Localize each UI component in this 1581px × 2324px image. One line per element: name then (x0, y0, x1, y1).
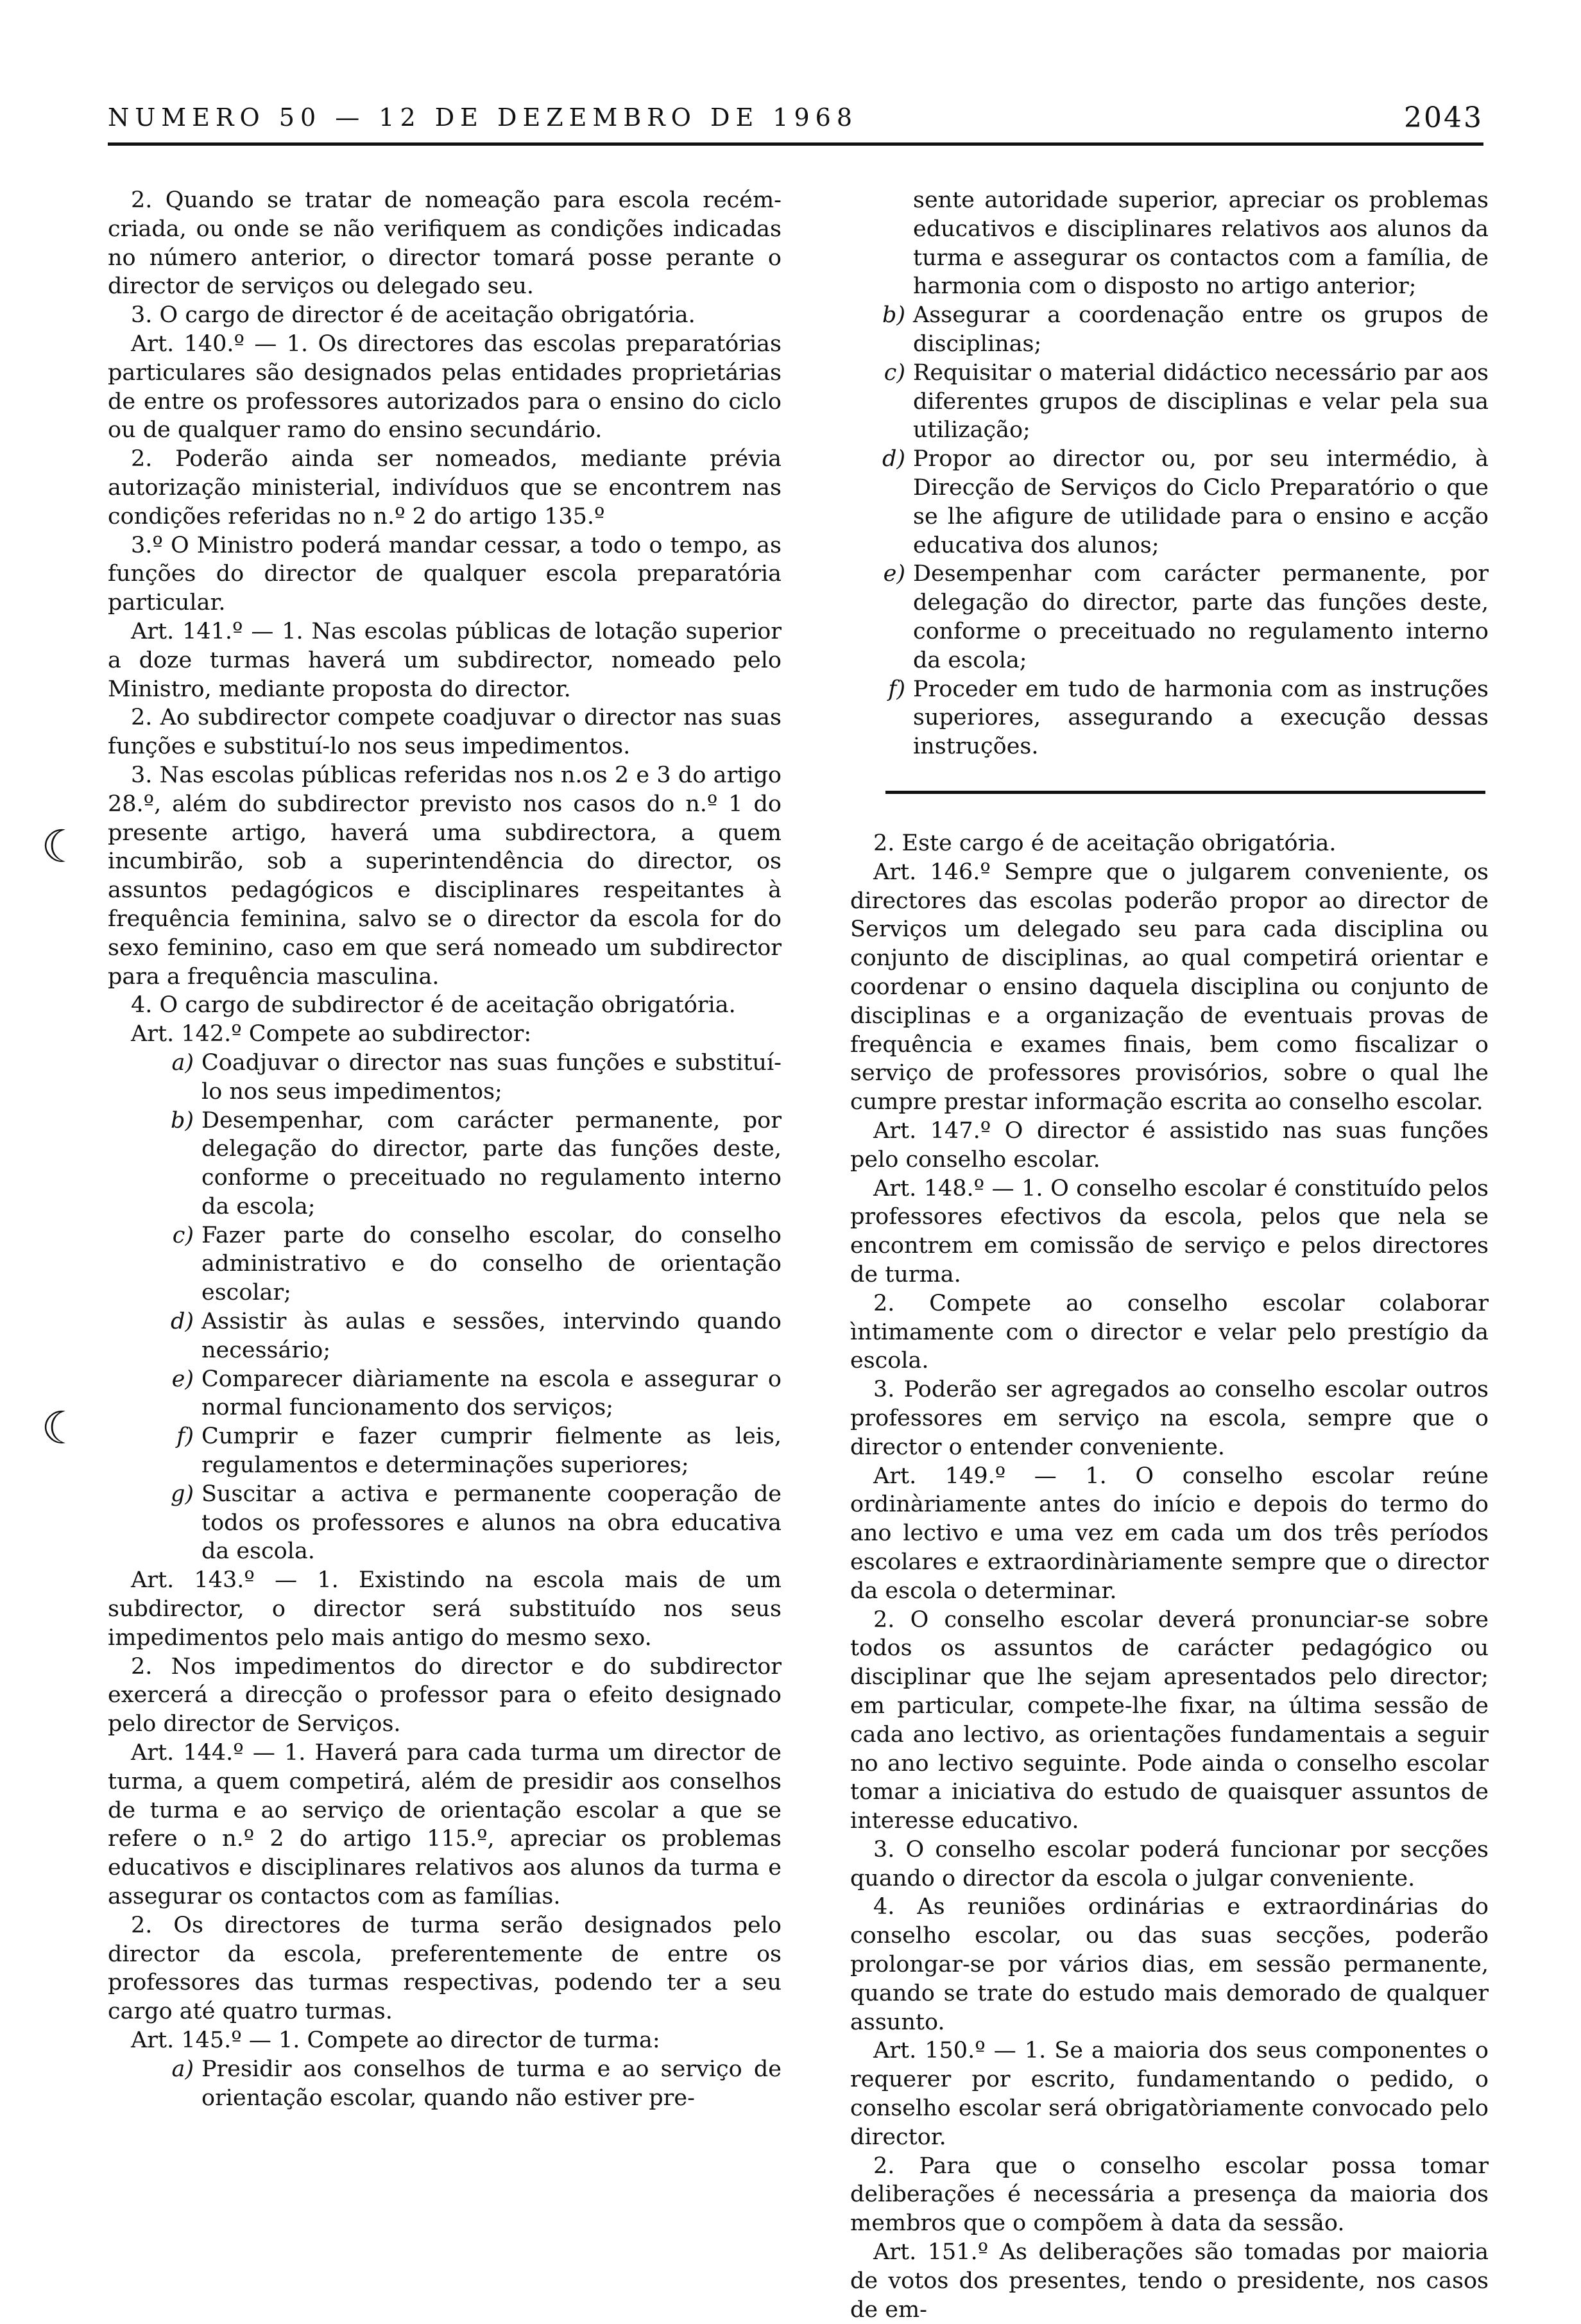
item-text: Fazer parte do conselho escolar, do conselho administrativo e do conselho de orientação escolar; (201, 1222, 782, 1306)
margin-mark-icon: ☾ (41, 1402, 81, 1454)
left-column (108, 186, 782, 2112)
item-label: a) (171, 2056, 194, 2082)
list-item (164, 1049, 782, 1106)
list-item (164, 1422, 782, 1480)
item-label: b) (882, 302, 905, 329)
item-label: e) (883, 561, 905, 587)
item-text: Coadjuvar o director nas suas funções e substituí-lo nos seus impedimentos; (201, 1049, 782, 1105)
item-label: b) (170, 1107, 194, 1133)
item-text: sente autoridade superior, apreciar os problemas educativos e disciplinares relativos aos alunos da turma e assegurar os contactos com a família, de harmonia com o disposto no artigo anterior; (913, 187, 1489, 300)
list-item-continuation (876, 186, 1489, 301)
item-label: d) (170, 1309, 194, 1335)
item-text: Presidir aos conselhos de turma e ao serviço de orientação escolar, quando não estiver pre- (201, 2056, 782, 2111)
item-text: Proceder em tudo de harmonia com as instruções superiores, assegurando a execução dessas instruções. (913, 676, 1489, 760)
header-rule (108, 142, 1483, 146)
paragraph: Art. 143.º — 1. Existindo na escola mais de um subdirector, o director será substituído nos seus impedimentos pelo mais antigo do mesmo sexo. (108, 1567, 782, 1651)
paragraph: 3. Poderão ser agregados ao conselho escolar outros professores em serviço na escola, sempre que o director o entender conveniente. (850, 1377, 1489, 1460)
item-label: e) (171, 1366, 194, 1392)
item-label: f) (176, 1424, 194, 1450)
list-item (876, 359, 1489, 445)
paragraph: Art. 140.º — 1. Os directores das escolas preparatórias particulares são designados pelas entidades proprietárias de entre os professores autorizados para o ensino do ciclo ou de qualquer ramo do ensino secundário. (108, 331, 782, 443)
paragraph: 3. O conselho escolar poderá funcionar por secções quando o director da escola o julgar conveniente. (850, 1836, 1489, 1891)
paragraph: Art. 141.º — 1. Nas escolas públicas de lotação superior a doze turmas haverá um subdirector, nomeado pelo Ministro, mediante proposta do director. (108, 618, 782, 702)
list-item (164, 1221, 782, 1307)
paragraph: Art. 144.º — 1. Haverá para cada turma um director de turma, a quem competirá, além de presidir aos conselhos de turma e ao serviço de orientação escolar a que se refere o n.º 2 do artigo 115.º, apreciar os problemas educativos e disciplinares relativos aos alunos da turma e assegurar os contactos com as famílias. (108, 1740, 782, 1910)
paragraph: 2. Compete ao conselho escolar colaborar ìntimamente com o director e velar pelo prestígio da escola. (850, 1290, 1489, 1374)
item-text: Assistir às aulas e sessões, intervindo quando necessário; (201, 1309, 782, 1363)
paragraph: 3. Nas escolas públicas referidas nos n.os 2 e 3 do artigo 28.º, além do subdirector previsto nos casos do n.º 1 do presente artigo, haverá uma subdirectora, a quem incumbirão, sob a superintendência do director, os assuntos pedagógicos e disciplinares respeitantes à frequência feminina, salvo se o director da escola for do sexo feminino, caso em que será nomeado um subdirector para a frequência masculina. (108, 762, 782, 990)
item-text: Cumprir e fazer cumprir fielmente as leis, regulamentos e determinações superiores; (201, 1424, 782, 1479)
paragraph: 4. As reuniões ordinárias e extraordinárias do conselho escolar, ou das suas secções, poderão prolongar-se por vários dias, em sessão permanente, quando se trate do estudo mais demorado de qualquer assunto. (850, 1894, 1489, 2035)
paragraph: Art. 145.º — 1. Compete ao director de turma: (131, 2027, 660, 2053)
item-label: c) (884, 359, 905, 386)
item-text: Propor ao director ou, por seu intermédio, à Direcção de Serviços do Ciclo Preparatório o que se lhe afigure de utilidade para o ensino e acção educativa dos alunos; (913, 446, 1489, 558)
paragraph: 2. Quando se tratar de nomeação para escola recém-criada, ou onde se não verifiquem as condições indicadas no número anterior, o director tomará posse perante o director de serviços ou delegado seu. (108, 187, 782, 300)
paragraph: 2. Poderão ainda ser nomeados, mediante prévia autorização ministerial, indivíduos que se encontrem nas condições referidas no n.º 2 do artigo 135.º (108, 446, 782, 529)
list-item (164, 2055, 782, 2113)
paragraph: Art. 148.º — 1. O conselho escolar é constituído pelos professores efectivos da escola, pelos que nela se encontrem em comissão de serviço e pelos directores de turma. (850, 1175, 1489, 1287)
paragraph: 4. O cargo de subdirector é de aceitação obrigatória. (131, 992, 736, 1019)
paragraph: Art. 147.º O director é assistido nas suas funções pelo conselho escolar. (850, 1117, 1489, 1173)
item-label: a) (171, 1049, 194, 1076)
paragraph: 2. Ao subdirector compete coadjuvar o director nas suas funções e substituí-lo nos seus impedimentos. (108, 705, 782, 760)
paragraph: 2. Nos impedimentos do director e do subdirector exercerá a direcção o professor para o efeito designado pelo director de Serviços. (108, 1653, 782, 1737)
paragraph: Art. 151.º As deliberações são tomadas por maioria de votos dos presentes, tendo o presidente, nos casos de em- (850, 2239, 1489, 2323)
right-column-upper (850, 186, 1489, 761)
item-text: Suscitar a activa e permanente cooperação de todos os professores e alunos na obra educativa da escola. (201, 1481, 782, 1565)
paragraph: 3.º O Ministro poderá mandar cessar, a todo o tempo, as funções do director de qualquer escola preparatória particular. (108, 532, 782, 616)
list-item (164, 1106, 782, 1221)
paragraph: Art. 142.º Compete ao subdirector: (131, 1021, 532, 1047)
paragraph: Art. 149.º — 1. O conselho escolar reúne ordinàriamente antes do início e depois do termo do ano lectivo e uma vez em cada um dos três períodos escolares e extraordinàriamente sempre que o director da escola o determinar. (850, 1463, 1489, 1604)
item-text: Assegurar a coordenação entre os grupos de disciplinas; (913, 302, 1489, 357)
paragraph: Art. 146.º Sempre que o julgarem conveniente, os directores das escolas poderão propor ao director de Serviços um delegado seu para cada disciplina ou conjunto de disciplinas, ao qual competirá orientar e coordenar o ensino daquela disciplina ou conjunto de disciplinas e a organização de eventuais provas de frequência e exames finais, bem como fiscalizar o serviço de professores provisórios, sobre o qual lhe cumpre prestar informação escrita ao conselho escolar. (850, 859, 1489, 1115)
paragraph: 2. Para que o conselho escolar possa tomar deliberações é necessária a presença da maioria dos membros que o compõem à data da sessão. (850, 2153, 1489, 2237)
list-item (876, 301, 1489, 359)
margin-mark-icon: ☾ (41, 820, 81, 873)
item-text: Desempenhar com carácter permanente, por delegação do director, parte das funções deste, conforme o preceituado no regulamento interno da escola; (913, 561, 1489, 673)
paragraph: Art. 150.º — 1. Se a maioria dos seus componentes o requerer por escrito, fundamentando o pedido, o conselho escolar será obrigatòriamente convocado pelo director. (850, 2038, 1489, 2150)
item-label: c) (172, 1222, 194, 1248)
list-item (876, 445, 1489, 560)
page-number: 2043 (1404, 101, 1483, 134)
issue-title: NUMERO 50 — 12 DE DEZEMBRO DE 1968 (108, 103, 859, 132)
paragraph: 3. O cargo de director é de aceitação obrigatória. (131, 302, 696, 329)
paragraph: 2. Os directores de turma serão designados pelo director da escola, preferentemente de entre os professores das turmas respectivas, podendo ter a seu cargo até quatro turmas. (108, 1912, 782, 2025)
page-header (108, 95, 1483, 140)
item-text: Desempenhar, com carácter permanente, por delegação do director, parte das funções deste, conforme o preceituado no regulamento interno da escola; (201, 1107, 782, 1219)
list-item (164, 1307, 782, 1365)
list-item (876, 560, 1489, 675)
list-item (164, 1365, 782, 1423)
item-label: d) (882, 446, 905, 472)
item-text: Requisitar o material didáctico necessário par aos diferentes grupos de disciplinas e velar pela sua utilização; (913, 359, 1489, 443)
right-column-lower (850, 829, 1489, 2324)
paragraph: 2. O conselho escolar deverá pronunciar-se sobre todos os assuntos de carácter pedagógico ou disciplinar que lhe sejam apresentados pelo director; em particular, compete-lhe fixar, na última sessão de cada ano lectivo, as orientações fundamentais a seguir no ano lectivo seguinte. Pode ainda o conselho escolar tomar a iniciativa do estudo de quaisquer assuntos de interesse educativo. (850, 1606, 1489, 1834)
item-text: Comparecer diàriamente na escola e assegurar o normal funcionamento dos serviços; (201, 1366, 782, 1421)
section-rule (885, 791, 1485, 794)
item-label: f) (888, 676, 905, 702)
list-item (876, 675, 1489, 761)
item-label: g) (170, 1481, 194, 1507)
list-item (164, 1480, 782, 1566)
paragraph: 2. Este cargo é de aceitação obrigatória. (873, 831, 1337, 856)
